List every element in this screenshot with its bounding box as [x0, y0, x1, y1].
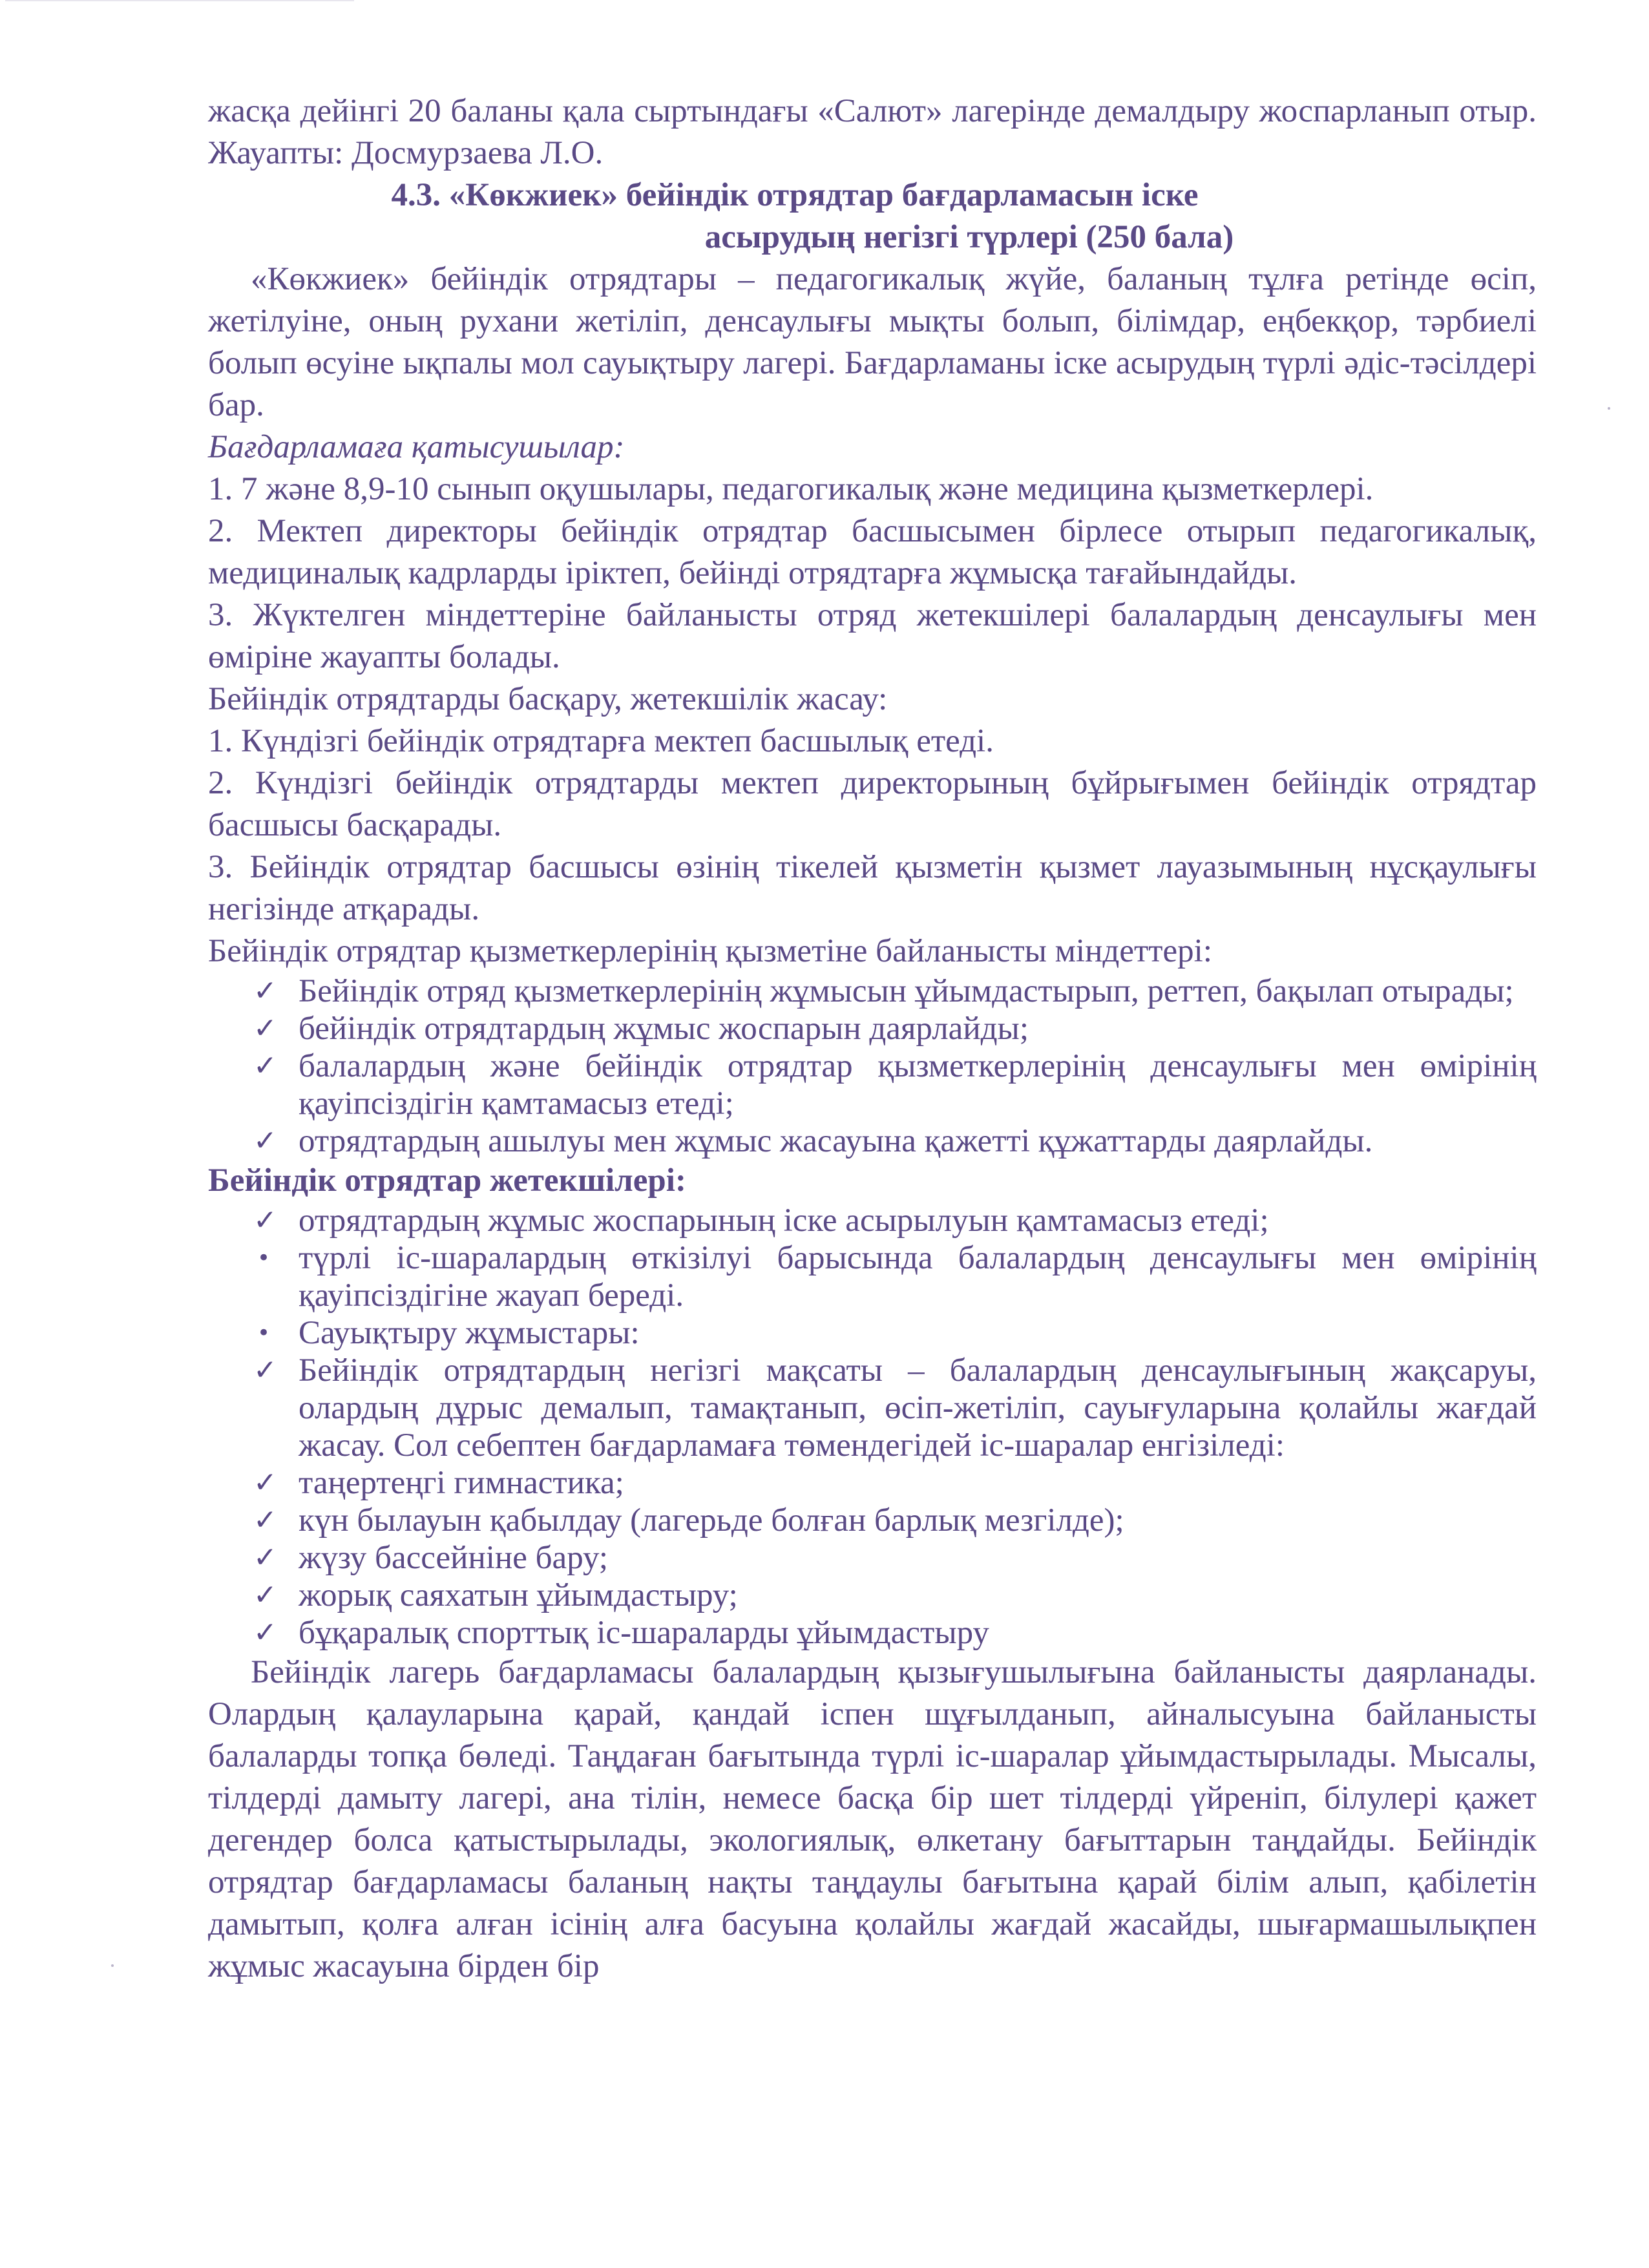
management-label: Бейіндік отрядтарды басқару, жетекшілік жасау:: [208, 681, 888, 717]
bullet-icon: •: [257, 1320, 271, 1346]
list-item: [253, 1577, 1537, 1614]
list-item: [253, 1502, 1537, 1539]
staff-duties-label: Бейіндік отрядтар қызметкерлерінің қызметіне байланысты міндеттері:: [208, 933, 1213, 969]
checkmark-icon: ✓: [253, 1466, 277, 1499]
list-item: [253, 1539, 1537, 1577]
checkmark-icon: ✓: [253, 1579, 277, 1612]
list-item-text: таңертеңгі гимнастика;: [299, 1465, 624, 1501]
list-item-text: жүзу бассейніне бару;: [299, 1540, 609, 1576]
checkmark-icon: ✓: [253, 1504, 277, 1537]
section-heading-line2: асырудың негізгі түрлері (250 бала): [704, 219, 1234, 255]
list-item-text: Сауықтыру жұмыстары:: [299, 1315, 640, 1351]
list-item: [253, 1202, 1537, 1239]
scan-speck: [1608, 407, 1610, 410]
participants-item-2: 2. Мектеп директоры бейіндік отрядтар басшысымен бірлесе отырып педагогикалық, медициналық кадрларды іріктеп, бейінді отрядтарға жұмысқа тағайындайды.: [208, 513, 1537, 591]
checkmark-icon: ✓: [253, 1541, 277, 1574]
participants-item-1: 1. 7 және 8,9-10 сынып оқушылары, педагогикалық және медицина қызметкерлері.: [208, 471, 1374, 507]
list-item-text: балалардың және бейіндік отрядтар қызметкерлерінің денсаулығы мен өмірінің қауіпсіздігін қамтамасыз етеді;: [299, 1048, 1537, 1122]
list-item: [253, 1239, 1537, 1314]
bullet-icon: •: [257, 1245, 271, 1271]
section-heading-line1: 4.3. «Көкжиек» бейіндік отрядтар бағдарламасын іске: [391, 177, 1199, 213]
checkmark-icon: ✓: [253, 1354, 277, 1387]
list-item-text: Бейіндік отряд қызметкерлерінің жұмысын ұйымдастырып, реттеп, бақылап отырады;: [299, 973, 1514, 1009]
list-item-text: Бейіндік отрядтардың негізгі мақсаты – балалардың денсаулығының жақсаруы, олардың дұрыс демалып, тамақтанып, өсіп-жетіліп, сауығуларына қолайлы жағдай жасау. Сол себептен бағдарламаға төмендегідей іс-шаралар енгізіледі:: [299, 1352, 1537, 1464]
section-intro: «Көкжиек» бейіндік отрядтары – педагогикалық жүйе, баланың тұлға ретінде өсіп, жетілуіне, оның рухани жетіліп, денсаулығы мықты болып, білімдар, еңбекқор, тәрбиелі болып өсуіне ықпалы мол сауықтыру лагері. Бағдарламаны іске асырудың түрлі әдіс-тәсілдері бар.: [208, 261, 1537, 423]
management-item-1: 1. Күндізгі бейіндік отрядтарға мектеп басшылық етеді.: [208, 723, 994, 759]
staff-duties-list: [208, 972, 1537, 1160]
list-item-text: отрядтардың ашылуы мен жұмыс жасауына қажетті құжаттарды даярлайды.: [299, 1123, 1373, 1159]
checkmark-icon: ✓: [253, 1204, 277, 1237]
participants-item-3: 3. Жүктелген міндеттеріне байланысты отряд жетекшілері балалардың денсаулығы мен өміріне жауапты болады.: [208, 597, 1537, 675]
list-item: [253, 1010, 1537, 1047]
list-item-text: түрлі іс-шаралардың өткізілуі барысында балалардың денсаулығы мен өмірінің қауіпсіздігіне жауап береді.: [299, 1240, 1537, 1314]
management-item-2: 2. Күндізгі бейіндік отрядтарды мектеп директорының бұйрығымен бейіндік отрядтар басшысы басқарады.: [208, 765, 1537, 843]
list-item-text: бейіндік отрядтардың жұмыс жоспарын даярлайды;: [299, 1011, 1029, 1047]
list-item: [253, 972, 1537, 1010]
list-item: [253, 1352, 1537, 1464]
list-item: [253, 1464, 1537, 1502]
intro-continuation: жасқа дейінгі 20 баланы қала сыртындағы «Салют» лагерінде демалдыру жоспарланып отыр. Жауапты: Досмурзаева Л.О.: [208, 93, 1537, 171]
checkmark-icon: ✓: [253, 1616, 277, 1649]
checkmark-icon: ✓: [253, 1012, 277, 1045]
checkmark-icon: ✓: [253, 1049, 277, 1082]
management-item-3: 3. Бейіндік отрядтар басшысы өзінің тікелей қызметін қызмет лауазымының нұсқаулығы негізінде атқарады.: [208, 849, 1537, 927]
list-item: [253, 1314, 1537, 1352]
list-item-text: отрядтардың жұмыс жоспарының іске асырылуын қамтамасыз етеді;: [299, 1202, 1269, 1239]
participants-label: Бағдарламаға қатысушылар:: [208, 429, 625, 465]
scan-edge-artifact: [5, 0, 354, 8]
leaders-duties-list: [208, 1202, 1537, 1652]
document-body: [208, 90, 1537, 1988]
list-item: [253, 1614, 1537, 1652]
list-item-text: бұқаралық спорттық іс-шараларды ұйымдастыру: [299, 1615, 989, 1651]
list-item: [253, 1047, 1537, 1122]
closing-paragraph: Бейіндік лагерь бағдарламасы балалардың қызығушылығына байланысты даярланады. Олардың қалауларына қарай, қандай іспен шұғылданып, айналысуына байланысты балаларды топқа бөледі. Таңдаған бағытында түрлі іс-шаралар ұйымдастырылады. Мысалы, тілдерді дамыту лагері, ана тілін, немесе басқа бір шет тілдерді үйреніп, білулері қажет дегендер болса қатыстырылады, экологиялық, өлкетану бағыттарын таңдайды. Бейіндік отрядтар бағдарламасы баланың нақты таңдаулы бағытына қарай білім алып, қабілетін дамытып, қолға алған ісінің алға басуына қолайлы жағдай жасайды, шығармашылықпен жұмыс жасауына бірден бір: [208, 1654, 1537, 1984]
list-item-text: күн былауын қабылдау (лагерьде болған барлық мезгілде);: [299, 1502, 1124, 1538]
checkmark-icon: ✓: [253, 974, 277, 1007]
list-item: [253, 1122, 1537, 1160]
list-item-text: жорық саяхатын ұйымдастыру;: [299, 1577, 738, 1613]
leaders-label: Бейіндік отрядтар жетекшілері:: [208, 1162, 686, 1199]
checkmark-icon: ✓: [253, 1124, 277, 1157]
scan-speck: [111, 1964, 114, 1967]
